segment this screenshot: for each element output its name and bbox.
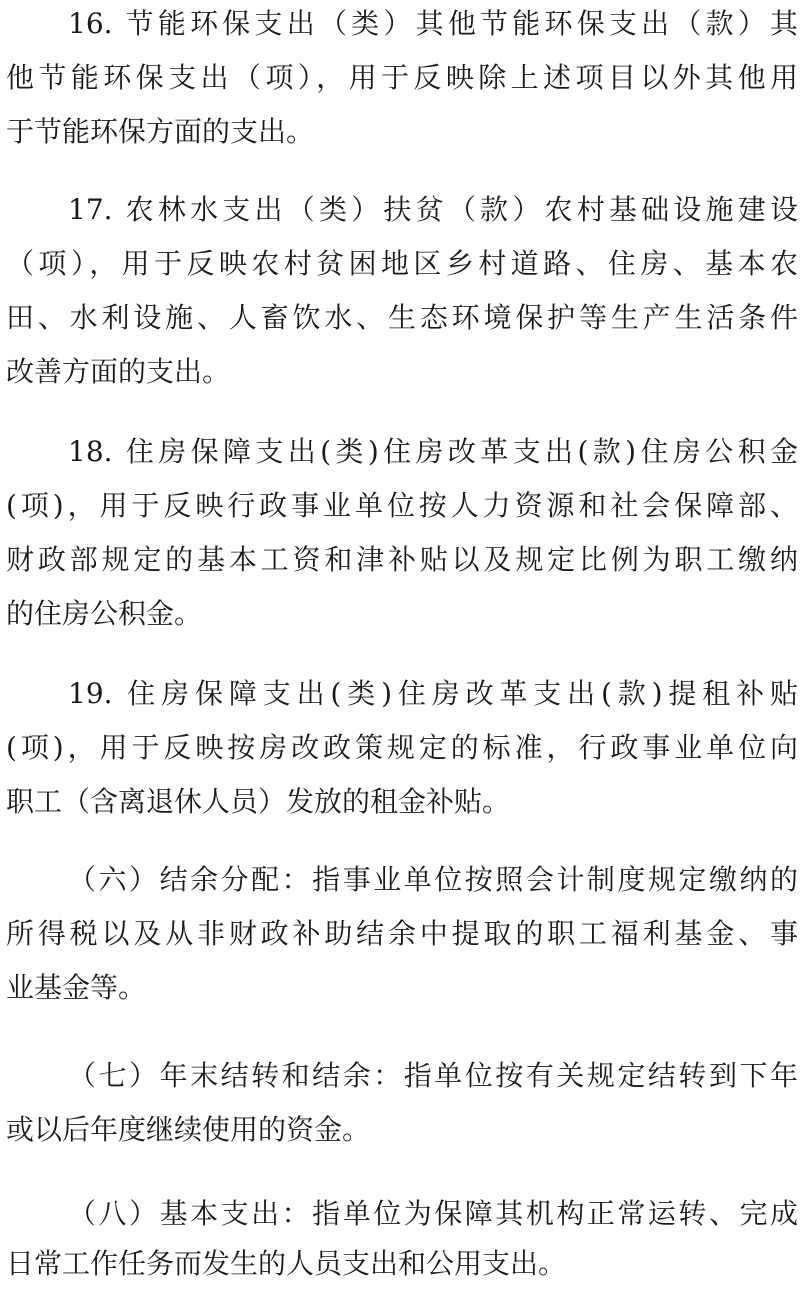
section-6-line-3: 业基金等。 bbox=[6, 971, 147, 1004]
section-7-line-2: 或以后年度继续使用的资金。 bbox=[6, 1113, 371, 1146]
paragraph-17-line-1: 17. 农林水支出（类）扶贫（款）农村基础设施建设 bbox=[68, 193, 798, 226]
section-8-line-2: 日常工作任务而发生的人员支出和公用支出。 bbox=[6, 1247, 567, 1280]
paragraph-16-line-2: 他节能环保支出（项），用于反映除上述项目以外其他用 bbox=[6, 61, 798, 94]
paragraph-17-line-4: 改善方面的支出。 bbox=[6, 355, 231, 388]
paragraph-16-line-1: 16. 节能环保支出（类）其他节能环保支出（款）其 bbox=[68, 7, 798, 40]
paragraph-19-line-2: (项)，用于反映按房改政策规定的标准，行政事业单位向 bbox=[6, 731, 798, 764]
paragraph-17-line-2: （项），用于反映农村贫困地区乡村道路、住房、基本农 bbox=[6, 247, 798, 280]
section-6-line-2: 所得税以及从非财政补助结余中提取的职工福利基金、事 bbox=[6, 917, 798, 950]
section-7-line-1: （七）年末结转和结余：指单位按有关规定结转到下年 bbox=[68, 1059, 798, 1092]
section-8-line-1: （八）基本支出：指单位为保障其机构正常运转、完成 bbox=[68, 1197, 798, 1230]
paragraph-18-line-3: 财政部规定的基本工资和津补贴以及规定比例为职工缴纳 bbox=[6, 543, 798, 576]
paragraph-18-line-4: 的住房公积金。 bbox=[6, 597, 203, 630]
paragraph-16-line-3: 于节能环保方面的支出。 bbox=[6, 115, 315, 148]
paragraph-18-line-2: (项)，用于反映行政事业单位按人力资源和社会保障部、 bbox=[6, 489, 798, 522]
paragraph-19-line-3: 职工（含离退休人员）发放的租金补贴。 bbox=[6, 785, 511, 818]
paragraph-18-line-1: 18. 住房保障支出(类)住房改革支出(款)住房公积金 bbox=[68, 435, 798, 468]
paragraph-19-line-1: 19. 住房保障支出(类)住房改革支出(款)提租补贴 bbox=[68, 677, 798, 710]
section-6-line-1: （六）结余分配：指事业单位按照会计制度规定缴纳的 bbox=[68, 863, 798, 896]
paragraph-17-line-3: 田、水利设施、人畜饮水、生态环境保护等生产生活条件 bbox=[6, 301, 798, 334]
